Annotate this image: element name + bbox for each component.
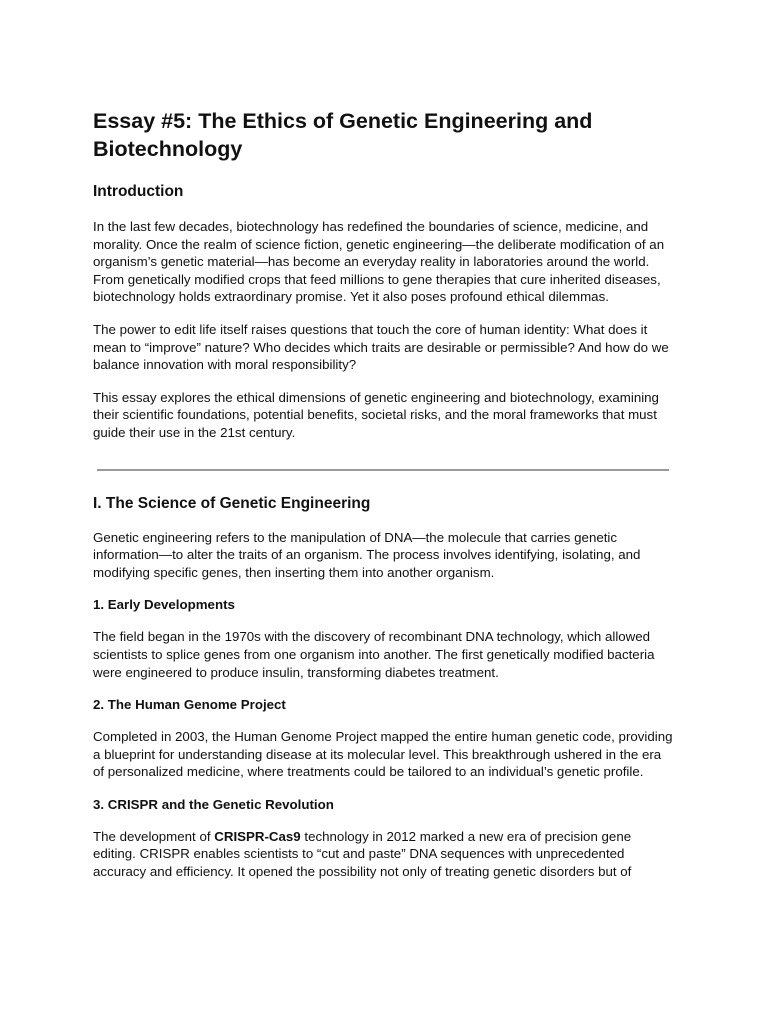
subsection-3-text <box>93 828 675 881</box>
crispr-term: CRISPR-Cas9 <box>214 828 301 844</box>
subsection-1-text: The field began in the 1970s with the discovery of recombinant DNA technology, which allowed scientists to splice genes from one organism into another. The first genetically modified bacteria were engineered to produce insulin, transforming diabetes treatment. <box>93 629 655 680</box>
subsection-3-text-start: The development of <box>93 828 215 844</box>
section-1-heading: I. The Science of Genetic Engineering <box>93 494 371 512</box>
intro-paragraph-2: The power to edit life itself raises questions that touch the core of human identity: What does it mean to “improve” nature? Who decides which traits are desirable or permissible? And how do we balance innovation with moral responsibility? <box>93 321 669 373</box>
subsection-2-text: Completed in 2003, the Human Genome Project mapped the entire human genetic code, providing a blueprint for understanding disease at its molecular level. This breakthrough ushered in the era of personalized medicine, where treatments could be tailored to an individual’s genetic profile. <box>93 729 673 780</box>
section-1-intro: Genetic engineering refers to the manipulation of DNA—the molecule that carries genetic information—to alter the traits of an organism. The process involves identifying, isolating, and modifying specific genes, then inserting them into another organism. <box>93 529 641 580</box>
essay-title: Essay #5: The Ethics of Genetic Engineering and Biotechnology <box>93 109 593 161</box>
intro-paragraph-1: In the last few decades, biotechnology has redefined the boundaries of science, medicine, and morality. Once the realm of science fiction, genetic engineering—the deliberate modification of an organism’s genetic material—has become an everyday reality in laboratories around the world. From genetically modified crops that feed millions to gene therapies that cure inherited diseases, biotechnology holds extraordinary promise. Yet it also poses profound ethical dilemmas. <box>93 219 665 305</box>
subsection-2-heading: 2. The Human Genome Project <box>93 697 286 713</box>
subsection-3-heading: 3. CRISPR and the Genetic Revolution <box>93 796 334 812</box>
section-divider <box>97 469 669 471</box>
introduction-heading: Introduction <box>93 183 184 200</box>
intro-paragraph-3: This essay explores the ethical dimensions of genetic engineering and biotechnology, examining their scientific foundations, potential benefits, societal risks, and the moral frameworks that must guide their use in the 21st century. <box>93 389 659 440</box>
subsection-1-heading: 1. Early Developments <box>93 597 235 613</box>
subsection-3-text-rest: technology in 2012 marked a new era of precision gene editing. CRISPR enables scientists to “cut and paste” DNA sequences with unprecedented accuracy and efficiency. It opened the possibility not only of treating genetic disorders but of <box>93 828 632 880</box>
